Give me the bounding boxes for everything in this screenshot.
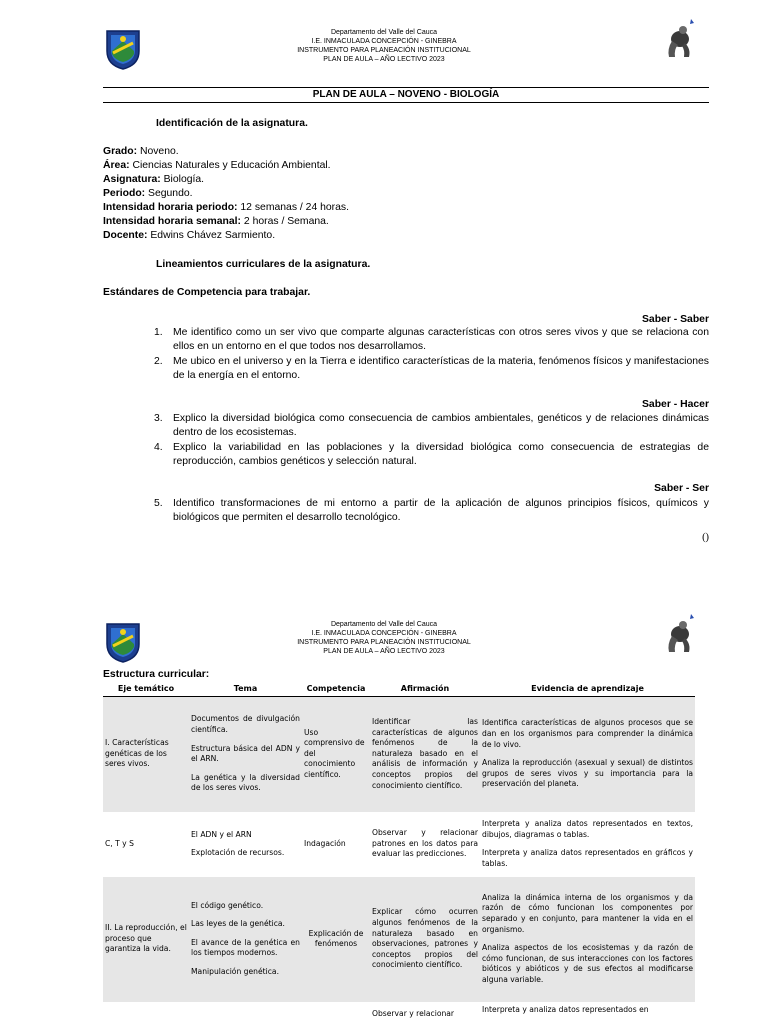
cell-competencia: Indagación (302, 812, 370, 876)
table-header-row (103, 683, 695, 696)
cell-eje (103, 1002, 189, 1022)
estandares-heading: Estándares de Competencia para trabajar. (103, 287, 311, 298)
header-institution: I.E. INMACULADA CONCEPCIÓN - GINEBRA (311, 630, 457, 637)
page-gap (0, 560, 768, 600)
cell-afirmacion: Observar y relacionar (370, 1002, 480, 1022)
cell-evidencia: Identifica características de algunos procesos que se dan en los organismos para comprender la dinámica de lo vivo. Analiza la reproducción (asexual y sexual) de distintos grupos de seres vivos y su importancia para la preservación del planeta. (480, 696, 695, 812)
cell-afirmacion: Observar y relacionar patrones en los datos para evaluar las predicciones. (370, 812, 480, 876)
cell-tema: El código genético. Las leyes de la genética. El avance de la genética en los tiempos modernos. Manipulación genética. (189, 876, 302, 1002)
field-area: Área: Ciencias Naturales y Educación Ambiental. (103, 160, 331, 171)
table-row (103, 1002, 695, 1022)
field-docente: Docente: Edwins Chávez Sarmiento. (103, 230, 276, 241)
header-plan-year: PLAN DE AULA – AÑO LECTIVO 2023 (323, 56, 445, 63)
cell-evidencia: Analiza la dinámica interna de los organismos y da razón de cómo funcionan los componentes por separado y en conjunto, para mantener la vida en el organismo. Analiza aspectos de los ecosistemas y da razón de cómo funcionan, de sus interacciones con los factores bióticos y abióticos y de sus efectos al modificarse alguna variable. (480, 876, 695, 1002)
curricular-table (103, 683, 695, 1023)
column-header-evidencia: Evidencia de aprendizaje (480, 683, 695, 696)
cell-afirmacion: Identificar las características de algunos fenómenos de la naturaleza basado en el análisis de información y conceptos propios del conocimiento científico. (370, 696, 480, 812)
cell-competencia (302, 1002, 370, 1022)
header-institution: I.E. INMACULADA CONCEPCIÓN - GINEBRA (311, 38, 457, 45)
cell-tema: Documentos de divulgación científica. Estructura básica del ADN y el ARN. La genética y la diversidad de los seres vivos. (189, 696, 302, 812)
standard-item-3: 3. Explico la diversidad biológica como consecuencia de cambios ambientales, genéticos y de relaciones dinámicas dentro de los ecosistemas. (154, 413, 709, 438)
column-header-eje: Eje temático (103, 683, 189, 696)
saber-saber-heading: Saber - Saber (642, 314, 709, 325)
table-row (103, 876, 695, 1002)
estructura-heading: Estructura curricular: (103, 669, 210, 680)
cell-eje: II. La reproducción, el proceso que garantiza la vida. (103, 876, 189, 1002)
cell-evidencia: Interpreta y analiza datos representados en textos, dibujos, diagramas o tablas. Interpreta y analiza datos representados en gráficos y tablas. (480, 812, 695, 876)
header-department: Departamento del Valle del Cauca (330, 29, 438, 36)
cell-eje: I. Características genéticas de los seres vivos. (103, 696, 189, 812)
identificacion-heading: Identificación de la asignatura. (156, 118, 308, 129)
saber-ser-heading: Saber - Ser (654, 483, 709, 494)
institution-header (0, 28, 768, 64)
document-title: PLAN DE AULA – NOVENO - BIOLOGÍA (103, 87, 709, 103)
header-department: Departamento del Valle del Cauca (330, 621, 438, 628)
field-periodo: Periodo: Segundo. (103, 188, 193, 199)
cell-tema (189, 1002, 302, 1022)
cell-competencia: Explicación de fenómenos (302, 876, 370, 1002)
field-grado: Grado: Noveno. (103, 146, 179, 157)
cell-competencia: Uso comprensivo de del conocimiento científico. (302, 696, 370, 812)
field-intensidad-semanal: Intensidad horaria semanal: 2 horas / Semana. (103, 216, 329, 227)
standard-item-4: 4. Explico la variabilidad en las poblaciones y la diversidad biológica como consecuencia de estrategias de reproducción, cambios genéticos y selección natural. (154, 442, 709, 467)
field-asignatura: Asignatura: Biología. (103, 174, 205, 185)
cell-afirmacion: Explicar cómo ocurren algunos fenómenos de la naturaleza basado en observaciones, patrones y conceptos propios del conocimiento científico. (370, 876, 480, 1002)
lineamientos-heading: Lineamientos curriculares de la asignatura. (156, 259, 371, 270)
cell-eje: C, T y S (103, 812, 189, 876)
header-plan-year: PLAN DE AULA – AÑO LECTIVO 2023 (323, 648, 445, 655)
saber-hacer-heading: Saber - Hacer (642, 399, 709, 410)
table-row (103, 696, 695, 812)
standard-item-5: 5. Identifico transformaciones de mi entorno a partir de la aplicación de algunos principios físicos, químicos y biológicos que permiten el desarrollo tecnológico. (154, 498, 709, 523)
cell-tema: El ADN y el ARN Explotación de recursos. (189, 812, 302, 876)
header-instrument: INSTRUMENTO PARA PLANEACIÓN INSTITUCIONAL (297, 639, 471, 646)
table-row (103, 812, 695, 876)
institution-header (0, 620, 768, 656)
field-intensidad-periodo: Intensidad horaria periodo: 12 semanas / 24 horas. (103, 202, 349, 213)
column-header-tema: Tema (189, 683, 302, 696)
header-instrument: INSTRUMENTO PARA PLANEACIÓN INSTITUCIONAL (297, 47, 471, 54)
cell-evidencia: Interpreta y analiza datos representados en (480, 1002, 695, 1022)
standard-item-2: 2. Me ubico en el universo y en la Tierra e identifico características de la materia, fenómenos físicos y manifestaciones de la energía en el entorno. (154, 356, 709, 381)
column-header-competencia: Competencia (302, 683, 370, 696)
page-mark: () (702, 532, 709, 543)
standard-item-1: 1. Me identifico como un ser vivo que comparte algunas características con otros seres vivos y que se relaciona con ellos en un entorno en el que todos nos desarrollamos. (154, 327, 709, 352)
column-header-afirmacion: Afirmación (370, 683, 480, 696)
